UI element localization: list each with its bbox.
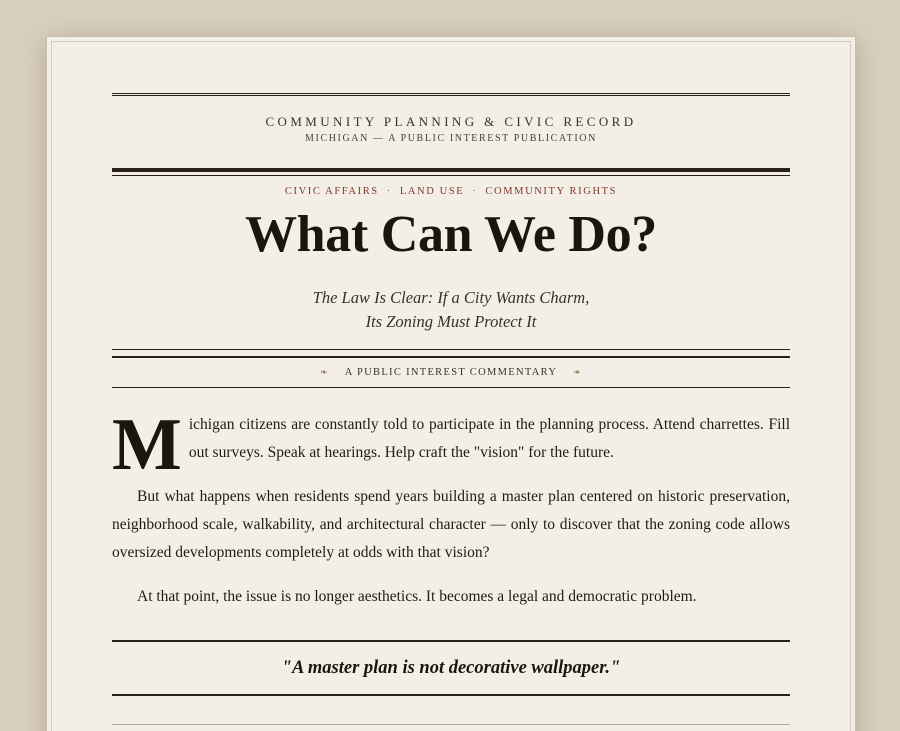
section-separator: · [386, 186, 392, 197]
deck-line-2: Its Zoning Must Protect It [365, 312, 537, 331]
headline: What Can We Do? [244, 206, 658, 263]
commentary-text: A PUBLIC INTEREST COMMENTARY [344, 367, 558, 378]
section-divider [112, 724, 790, 725]
section-separator: · [472, 186, 478, 197]
drop-cap: M [112, 404, 182, 486]
section-tag-community-rights: COMMUNITY RIGHTS [485, 186, 618, 197]
commentary-label [112, 365, 790, 380]
pullquote: "A master plan is not decorative wallpaper." [281, 658, 621, 678]
masthead-under-rule [112, 175, 790, 176]
deck-rule-thick [112, 356, 790, 358]
article-content [112, 93, 790, 725]
masthead [112, 114, 790, 145]
commentary-rule [112, 387, 790, 388]
fleuron-icon: ❧ [319, 367, 329, 377]
masthead-heavy-rule [112, 168, 790, 172]
deck-line-1: The Law Is Clear: If a City Wants Charm, [312, 288, 590, 307]
paragraph-2: But what happens when residents spend years building a master plan centered on historic preservation, neighborhood scale, walkability, and architectural character — only to discover that the zoning code allows oversized developments completely at odds with that vision? [112, 488, 790, 561]
section-tags [112, 185, 790, 198]
deck-rule-thin [112, 349, 790, 350]
section-tag-civic-affairs: CIVIC AFFAIRS [284, 186, 379, 197]
paragraph-1 [112, 404, 790, 486]
fleuron-icon: ❧ [573, 367, 583, 377]
pullquote-bottom-rule [112, 694, 790, 696]
masthead-top-rule [112, 93, 790, 96]
paper-sheet [46, 36, 856, 731]
paragraph-3: At that point, the issue is no longer aesthetics. It becomes a legal and democratic problem. [137, 588, 697, 605]
deck [112, 286, 790, 334]
publication-title: COMMUNITY PLANNING & CIVIC RECORD [265, 114, 637, 129]
publication-subtitle: MICHIGAN — A PUBLIC INTEREST PUBLICATION [305, 133, 597, 144]
paragraph-1-text: ichigan citizens are constantly told to participate in the planning process. Attend charrettes. Fill out surveys. Speak at hearings. Help craft the "vision" for the future. [188, 416, 790, 461]
deck-rule [112, 349, 790, 358]
section-tag-land-use: LAND USE [399, 186, 465, 197]
